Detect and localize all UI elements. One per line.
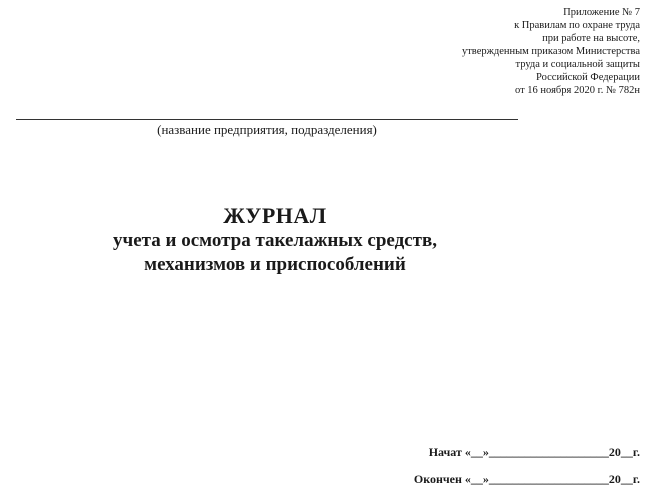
end-date-label: Окончен «__»____________________20__г. [413, 472, 640, 486]
appendix-line: при работе на высоте, [542, 33, 640, 44]
appendix-line: от 16 ноября 2020 г. № 782н [514, 85, 640, 96]
organization-name-line [16, 119, 518, 120]
appendix-line: труда и социальной защиты [515, 59, 640, 70]
journal-title-block [0, 203, 550, 277]
appendix-line: Российской Федерации [536, 72, 640, 83]
start-date-label: Начат «__»____________________20__г. [428, 445, 640, 459]
organization-caption: (название предприятия, подразделения) [157, 122, 377, 137]
appendix-header [462, 6, 640, 97]
appendix-line: утвержденным приказом Министерства [461, 46, 640, 57]
appendix-line: к Правилам по охране труда [514, 20, 640, 31]
journal-subtitle-line-2: механизмов и приспособлений [144, 254, 406, 275]
start-date-row [429, 445, 640, 460]
appendix-line: Приложение № 7 [563, 7, 640, 18]
end-date-row [414, 472, 640, 487]
journal-subtitle-line-1: учета и осмотра такелажных средств, [113, 230, 437, 251]
journal-title: ЖУРНАЛ [223, 203, 327, 228]
